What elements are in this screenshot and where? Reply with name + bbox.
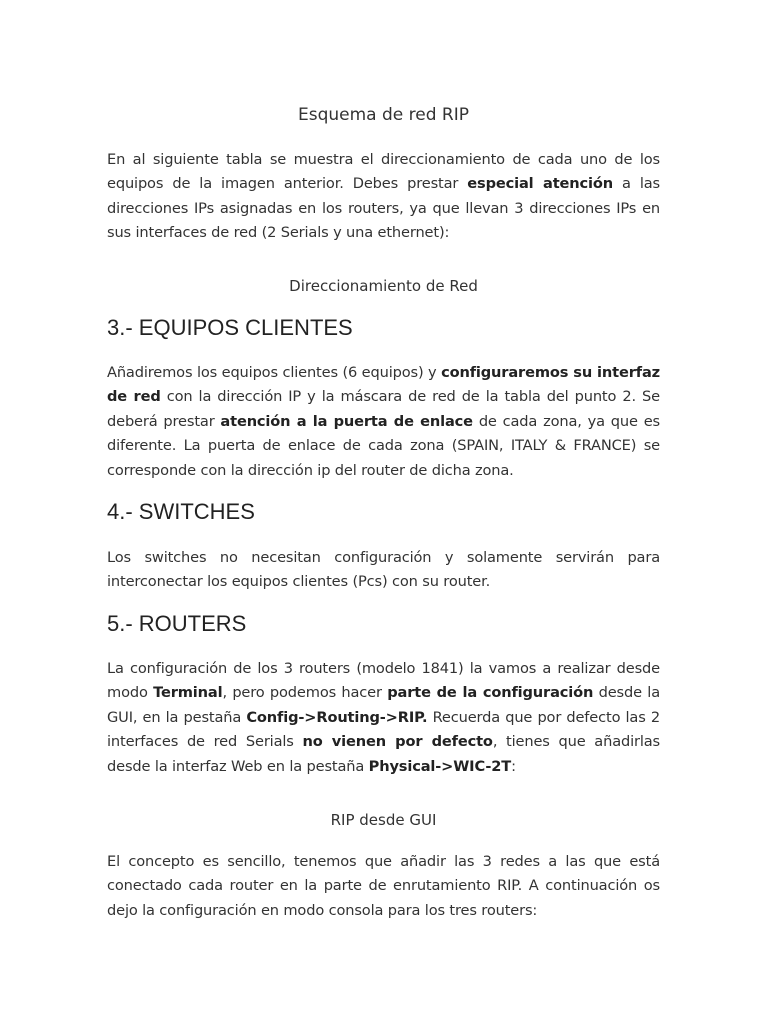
s5-text-3: desde la GUI, en la pestaña — [107, 684, 660, 726]
intro-text-1: En al siguiente tabla se muestra el direccionamiento de cada uno de los equipos de la imagen anterior. Debes prestar — [107, 151, 660, 193]
section-heading-equipos-clientes: 3.- EQUIPOS CLIENTES — [107, 315, 353, 340]
s5-bold-5: Physical->WIC-2T — [368, 757, 512, 775]
figure-caption-direccionamiento: Direccionamiento de Red — [289, 277, 478, 295]
s3-bold-1: configuraremos su interfaz de red — [107, 364, 661, 406]
intro-bold-1: especial atención — [467, 175, 613, 193]
s3-text-3: de cada zona, ya que es diferente. La puerta de enlace de cada zona (SPAIN, ITALY & FRANCE) se corresponde con la dirección ip del router de dicha zona. — [107, 412, 660, 479]
section5-paragraph — [107, 657, 660, 779]
intro-paragraph — [107, 148, 660, 246]
s5-text-5: , tienes que añadirlas desde la interfaz Web en la pestaña — [107, 733, 661, 775]
s3-text-1: Añadiremos los equipos clientes (6 equipos) y — [107, 364, 442, 381]
s5-bold-3: Config->Routing->RIP. — [246, 708, 428, 726]
section-heading-routers: 5.- ROUTERS — [107, 611, 247, 636]
section3-paragraph — [107, 361, 660, 483]
section-heading-switches: 4.- SWITCHES — [107, 499, 255, 524]
s3-bold-2: atención a la puerta de enlace — [220, 412, 473, 430]
figure-caption-rip-gui: RIP desde GUI — [330, 811, 437, 829]
s5-text-1: La configuración de los 3 routers (modelo 1841) la vamos a realizar desde modo — [107, 660, 660, 702]
s5-text-6: : — [511, 757, 516, 775]
s5-text-2: , pero podemos hacer — [222, 684, 388, 702]
s5-bold-4: no vienen por defecto — [302, 733, 493, 751]
intro-text-2: a las direcciones IPs asignadas en los routers, ya que llevan 3 direcciones IPs en sus interfaces de red (2 Serials y una ethernet): — [107, 175, 661, 242]
closing-paragraph: El concepto es sencillo, tenemos que añadir las 3 redes a las que está conectado cada router en la parte de enrutamiento RIP. A continuación os dejo la configuración en modo consola para los tres routers: — [107, 853, 660, 919]
s5-bold-1: Terminal — [153, 684, 223, 702]
s5-bold-2: parte de la configuración — [387, 684, 594, 702]
document-title: Esquema de red RIP — [297, 105, 469, 125]
s5-text-4: Recuerda que por defecto las 2 interfaces de red Serials — [107, 708, 660, 751]
section4-paragraph: Los switches no necesitan configuración y solamente servirán para interconectar los equipos clientes (Pcs) con su router. — [107, 549, 660, 591]
s3-text-2: con la dirección IP y la máscara de red de la tabla del punto 2. Se deberá prestar — [107, 388, 660, 430]
